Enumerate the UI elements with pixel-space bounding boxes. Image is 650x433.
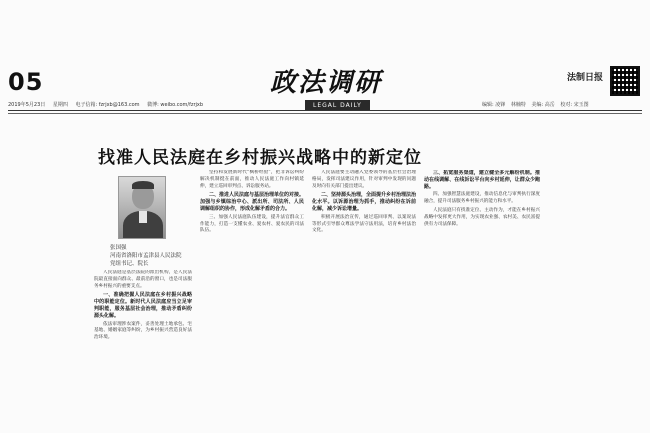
editor-line [482, 101, 593, 108]
paragraph: 积极开展法治宣传，通过巡回审判、以案说法等形式引导群众尊法学法守法用法，培育乡村法治文化。 [312, 214, 416, 234]
paragraph: 二、坚持源头治理，全面提升乡村治理法治化水平。以诉源治理为抓手，推动纠纷在诉前化解，减少诉讼增量。 [312, 192, 416, 212]
article-column-1 [94, 270, 192, 420]
header-meta [8, 101, 209, 108]
page-number: 05 [8, 68, 44, 96]
paragraph: 四、加强智慧法庭建设，推动信息化与审判执行深度融合，提升司法服务乡村振兴的能力和水平。 [424, 192, 540, 205]
paragraph: 坚持和发展新时代“枫桥经验”，把非诉讼纠纷解决机制挺在前面，推动人民法庭工作向村镇延伸，建立巡回审判点、诉讼服务站。 [200, 170, 304, 189]
issue-weekday: 星期四 [52, 102, 68, 108]
editor-name-2: 林楠特 [510, 102, 526, 108]
issue-date: 2019年5月23日 [8, 102, 46, 108]
section-subtitle: LEGAL DAILY [305, 100, 370, 111]
contact-email: 电子信箱: fzrjxb@163.com [75, 102, 140, 108]
designer-name: 美编: 高岳 [531, 102, 555, 108]
paragraph: 一、准确把握人民法庭在乡村振兴战略中的职能定位。新时代人民法庭应当立足审判职能，服务基层社会治理，推动矛盾纠纷源头化解。 [94, 292, 192, 319]
header-divider [8, 110, 642, 111]
contact-weibo: 微博: weibo.com/fzrjxb [147, 102, 204, 108]
paragraph: 三、加强人民法庭队伍建设，提升法官群众工作能力，打造一支懂农业、爱农村、爱农民的司法队伍。 [200, 214, 304, 234]
paragraph: 人民法庭是基层法院的派出机构，是人民法院最直接面向群众、最前沿的窗口，也是司法服务乡村振兴的重要支点。 [94, 270, 192, 289]
paragraph: 二、推进人民法庭与基层治理单位的对接。加强与乡镇综治中心、派出所、司法所、人民调解组织的协作，形成化解矛盾的合力。 [200, 192, 304, 212]
author-photo [118, 176, 166, 239]
editor-name: 编辑: 凌锋 [482, 102, 506, 108]
article-column-4 [424, 170, 540, 422]
section-title: 政法调研 [270, 68, 383, 98]
paragraph: 依法审理涉农案件，妥善处理土地承包、宅基地、婚姻家庭等纠纷，为乡村振兴营造良好法治环境。 [94, 321, 192, 341]
author-name: 张国强 [110, 245, 127, 251]
article-column-2 [200, 170, 304, 422]
paragraph: 人民法庭只有找准定位、主动作为，才能在乡村振兴战略中发挥更大作用，为实现农业强、农村美、农民富提供有力司法保障。 [424, 207, 540, 227]
proofreader-name: 校对: 宋玉图 [560, 102, 589, 108]
article-headline: 找准人民法庭在乡村振兴战略中的新定位 [98, 148, 422, 168]
paragraph: 三、拓宽服务渠道，建立健全多元解纷机制。推动在线调解、在线诉讼平台向乡村延伸，让群众少跑路。 [424, 170, 540, 190]
author-title-2: 党组书记、院长 [110, 261, 149, 267]
paragraph: 人民法庭要主动融入党委领导的基层社会治理格局，发挥司法建议作用，针对审判中发现的问题及时向有关部门提出建议。 [312, 170, 416, 189]
author-caption [110, 244, 182, 268]
header-divider-thin [8, 113, 642, 114]
qr-code-icon [610, 66, 640, 96]
author-title-1: 河南省洛阳市孟津县人民法院 [110, 253, 182, 259]
article-column-3 [312, 170, 416, 422]
paper-name: 法制日报 [567, 73, 604, 83]
